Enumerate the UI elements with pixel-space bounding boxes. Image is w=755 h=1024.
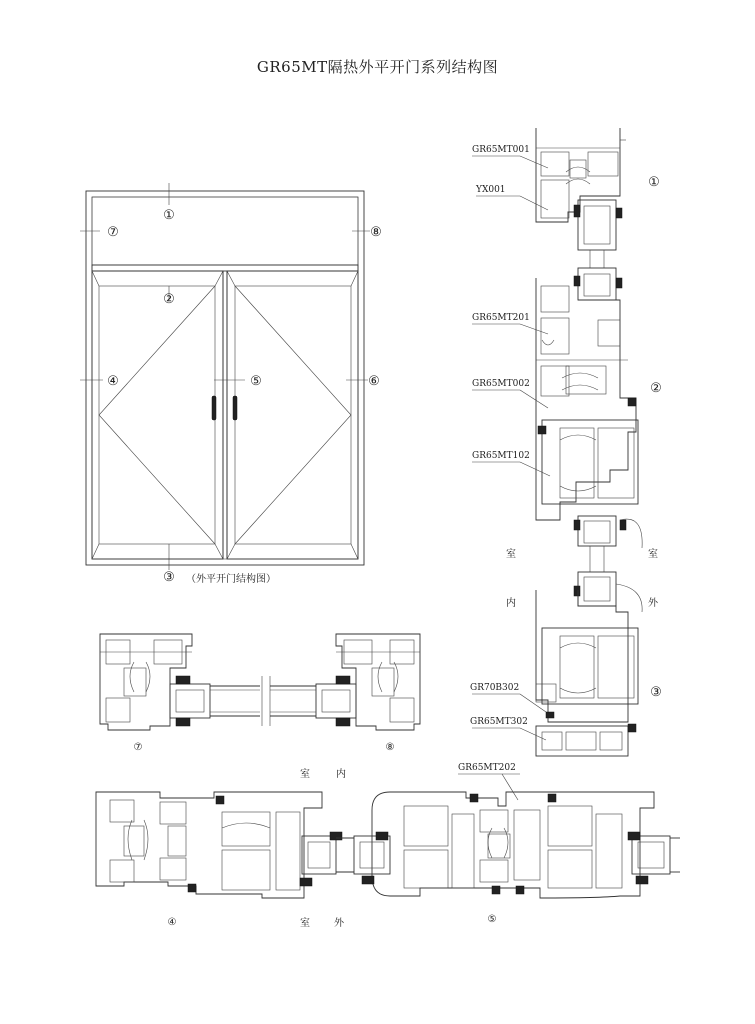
v-indoor-1: 室 [506,549,516,560]
page-title: GR65MT隔热外平开门系列结构图 [256,58,499,76]
label-gr65mt302: GR65MT302 [470,717,528,727]
vertical-section [470,128,662,756]
v-outdoor-2: 外 [648,598,658,609]
label-gr65mt202: GR65MT202 [458,763,516,773]
marker-7: ⑦ [107,225,119,240]
section-7-8 [100,634,420,780]
section-marker-7: ⑦ [133,742,143,753]
v-outdoor-1: 室 [648,549,658,560]
label-gr65mt201: GR65MT201 [472,313,530,323]
v-indoor-2: 内 [506,598,516,609]
h-outdoor-1: 室 [300,918,310,929]
h-outdoor-2: 外 [334,918,344,929]
elevation-caption: （外平开门结构图） [186,574,276,585]
door-elevation [80,183,382,585]
right-handle [233,396,237,420]
label-gr65mt102: GR65MT102 [472,451,530,461]
label-gr70b302: GR70B302 [470,683,520,693]
marker-5: ⑤ [250,374,262,389]
section-marker-4: ④ [167,917,177,928]
marker-1: ① [163,208,175,223]
marker-8: ⑧ [370,225,382,240]
section-marker-3: ③ [650,685,662,700]
section-marker-1: ① [648,175,660,190]
label-yx001: YX001 [476,185,506,195]
marker-2: ② [163,292,175,307]
h-indoor-1: 室 [300,769,310,780]
marker-6: ⑥ [368,374,380,389]
marker-4: ④ [107,374,119,389]
h-indoor-2: 内 [336,769,346,780]
label-gr65mt002: GR65MT002 [472,379,530,389]
section-4-5 [96,763,680,929]
section-marker-5: ⑤ [487,914,497,925]
section-marker-8: ⑧ [385,742,395,753]
label-gr65mt001: GR65MT001 [472,145,530,155]
left-handle [212,396,216,420]
section-marker-2: ② [650,381,662,396]
marker-3: ③ [163,570,175,585]
